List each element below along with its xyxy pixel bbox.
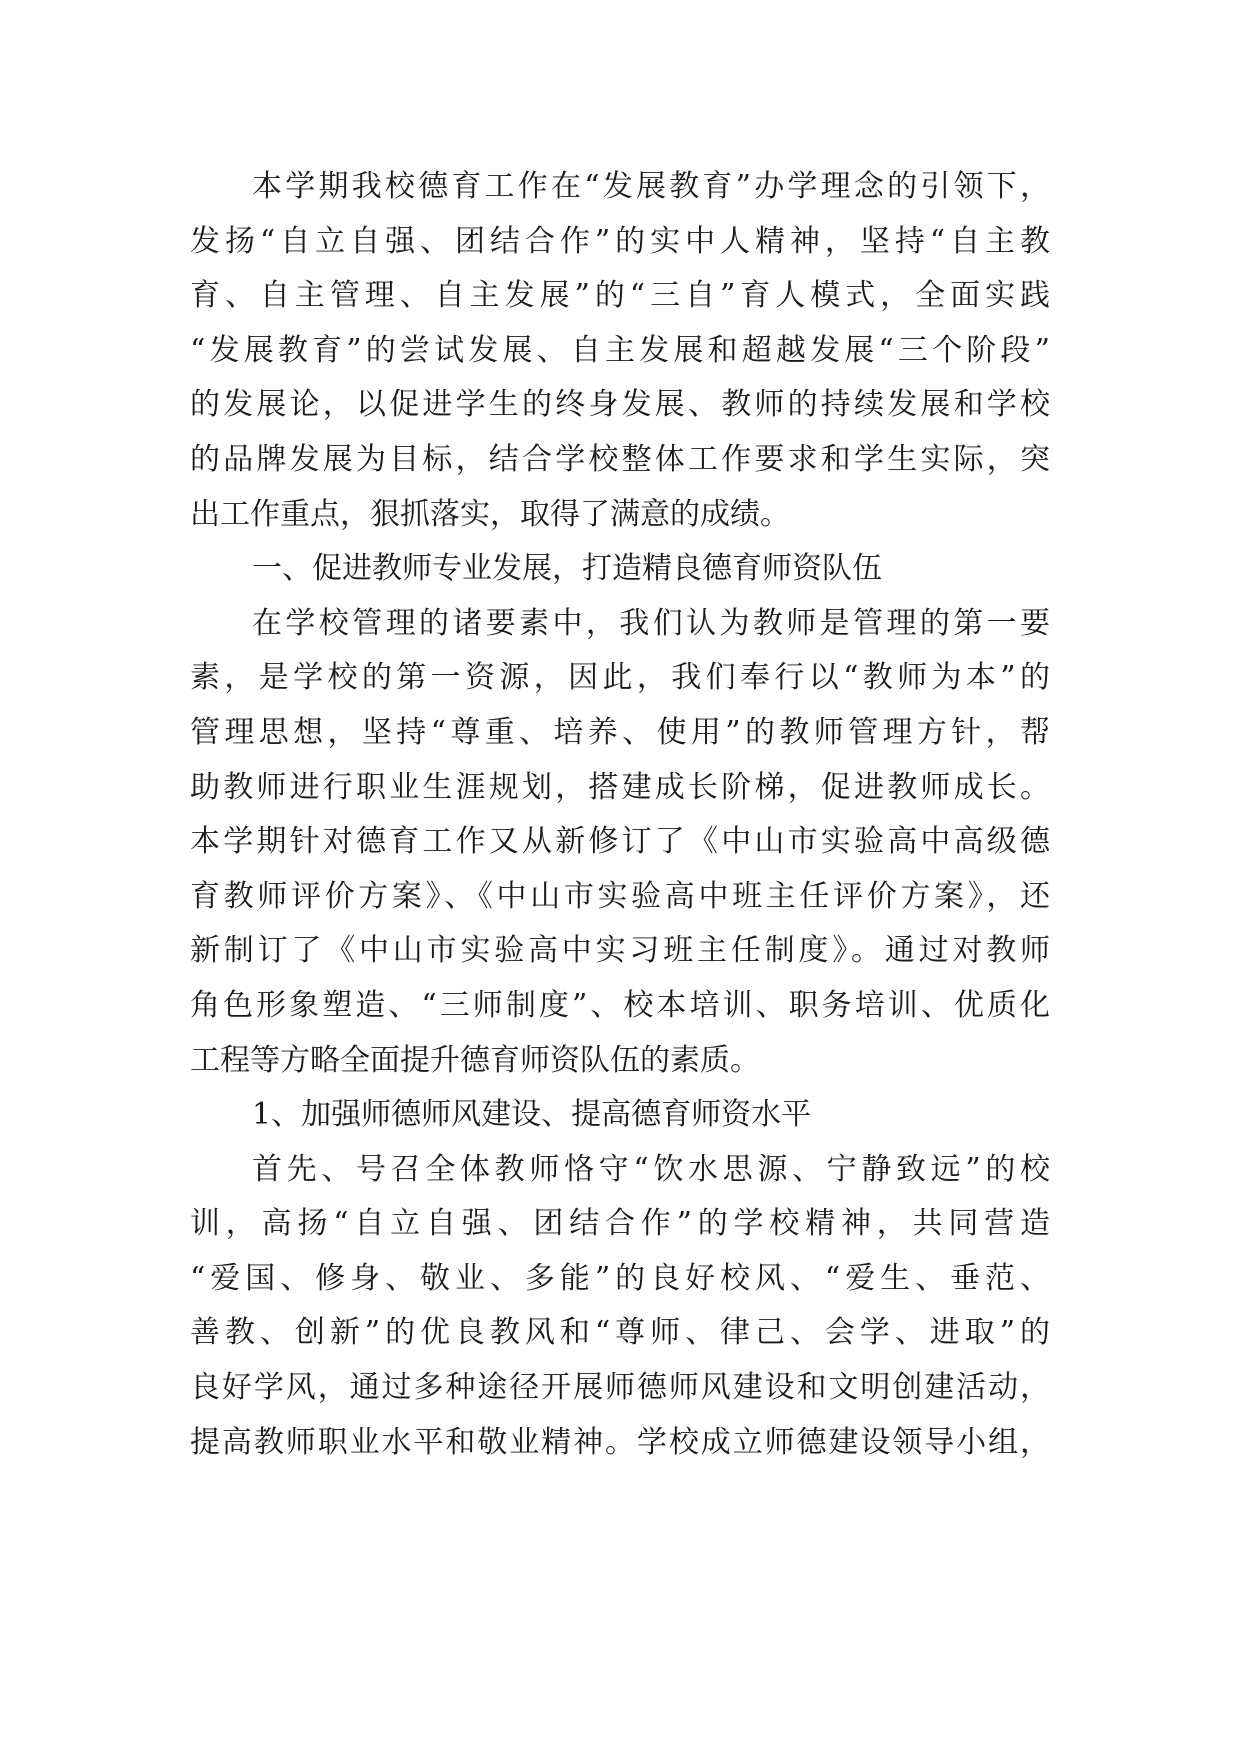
text-line: 的发展论，以促进学生的终身发展、教师的持续发展和学校 <box>190 387 1050 423</box>
text-line: 的品牌发展为目标，结合学校整体工作要求和学生实际，突 <box>190 441 1050 477</box>
text-line: 角色形象塑造、“三师制度”、校本培训、职务培训、优质化 <box>190 987 1050 1023</box>
text-line: 新制订了《中山市实验高中实习班主任制度》。通过对教师 <box>190 933 1050 969</box>
document-body <box>190 160 1050 1470</box>
text-line: 育教师评价方案》、《中山市实验高中班主任评价方案》，还 <box>190 878 1050 914</box>
text-line: 发扬“自立自强、团结合作”的实中人精神，坚持“自主教 <box>190 223 1050 259</box>
text-line: 一、促进教师专业发展，打造精良德育师资队伍 <box>252 551 882 587</box>
text-line: 训，高扬“自立自强、团结合作”的学校精神，共同营造 <box>190 1206 1050 1242</box>
text-line: 助教师进行职业生涯规划，搭建成长阶梯，促进教师成长。 <box>190 769 1050 805</box>
text-line: 良好学风，通过多种途径开展师德师风建设和文明创建活动， <box>190 1370 1050 1406</box>
text-line: 在学校管理的诸要素中，我们认为教师是管理的第一要 <box>252 605 1050 641</box>
text-line: 育、自主管理、自主发展”的“三自”育人模式，全面实践 <box>190 278 1050 314</box>
text-line: 善教、创新”的优良教风和“尊师、律己、会学、进取”的 <box>190 1315 1050 1351</box>
text-line: 素，是学校的第一资源，因此，我们奉行以“教师为本”的 <box>190 660 1050 696</box>
text-line: 本学期针对德育工作又从新修订了《中山市实验高中高级德 <box>190 824 1050 860</box>
text-line: 管理思想，坚持“尊重、培养、使用”的教师管理方针，帮 <box>190 714 1050 750</box>
text-line: 工程等方略全面提升德育师资队伍的素质。 <box>190 1042 760 1078</box>
text-line: 本学期我校德育工作在“发展教育”办学理念的引领下， <box>252 169 1050 204</box>
text-line: 1、加强师德师风建设、提高德育师资水平 <box>252 1097 812 1133</box>
text-line: 提高教师职业水平和敬业精神。学校成立师德建设领导小组， <box>190 1424 1050 1460</box>
text-line: “发展教育”的尝试发展、自主发展和超越发展“三个阶段” <box>190 332 1050 368</box>
text-line: 首先、号召全体教师恪守“饮水思源、宁静致远”的校 <box>252 1151 1050 1187</box>
text-line: 出工作重点，狠抓落实，取得了满意的成绩。 <box>190 496 790 532</box>
text-line: “爱国、修身、敬业、多能”的良好校风、“爱生、垂范、 <box>190 1260 1050 1296</box>
